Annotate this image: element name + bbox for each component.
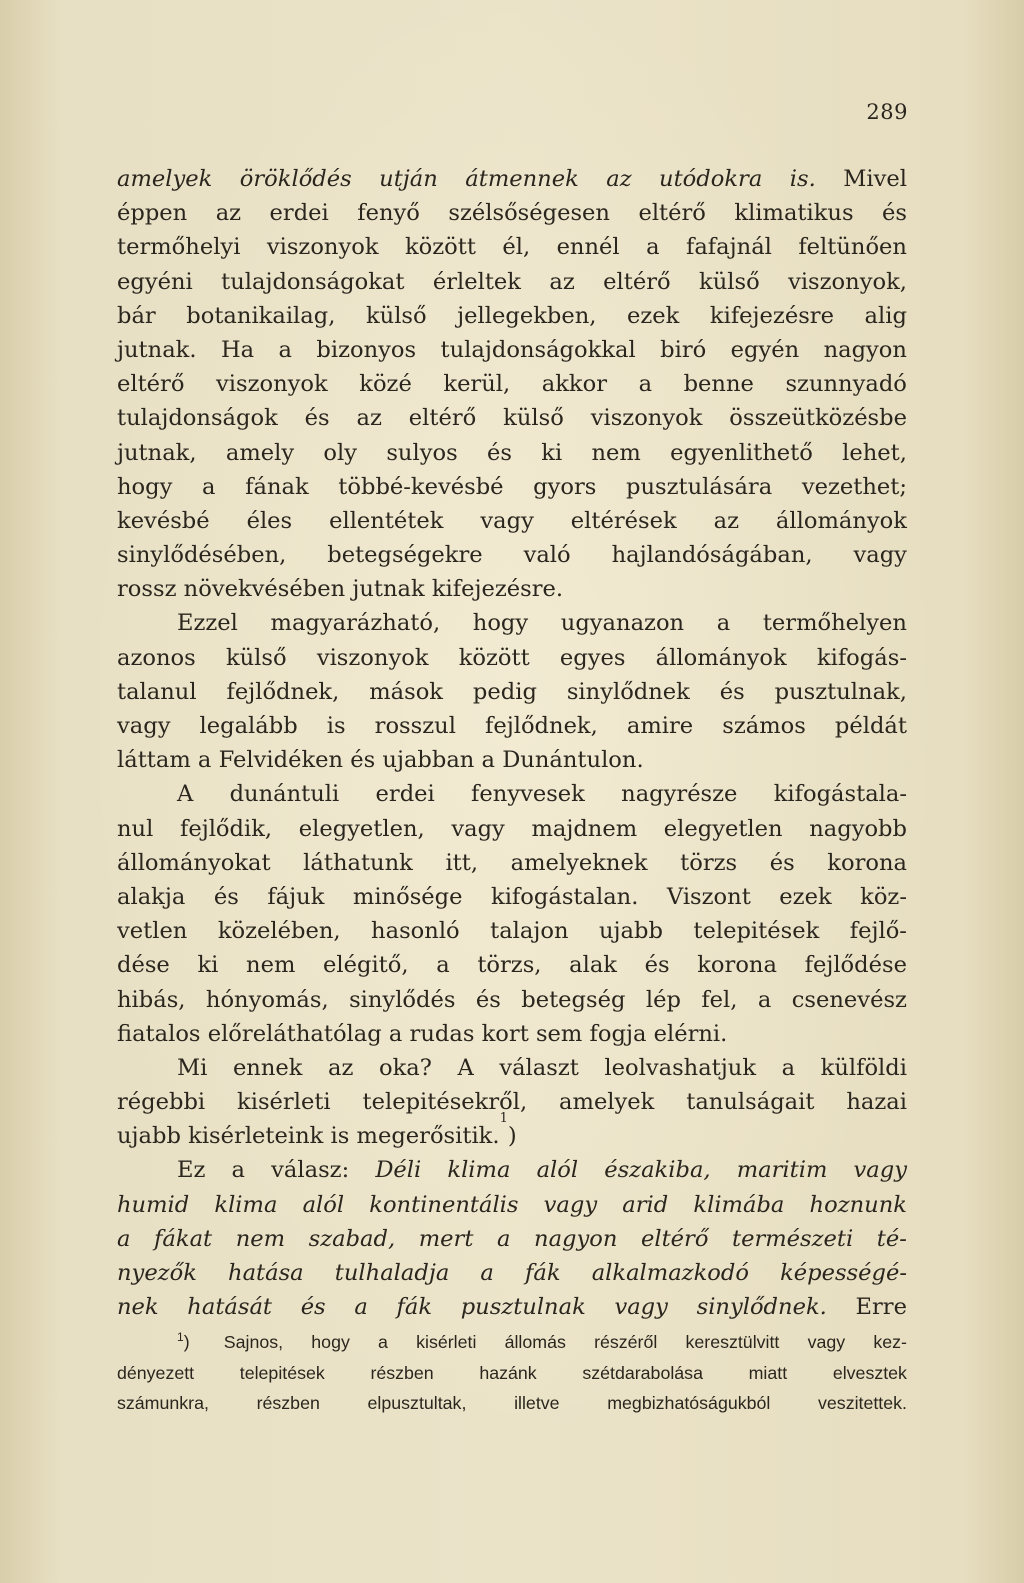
word: kisérleti (237, 1089, 331, 1116)
word: vagy (480, 507, 534, 534)
word: és (213, 883, 239, 910)
word: Ez (177, 1157, 206, 1184)
word: tulajdonságok (117, 405, 278, 432)
word: Ezzel (177, 610, 238, 637)
word: fejlő- (849, 918, 907, 945)
word: azonos (117, 644, 196, 671)
text-line (117, 572, 907, 606)
word: A (177, 781, 194, 808)
word: viszonyok (216, 371, 328, 398)
word: az (713, 507, 739, 534)
word: egyenlithető (670, 439, 813, 466)
word: keresztülvitt (685, 1332, 780, 1352)
word: eltérő (117, 371, 185, 398)
footnote-line (117, 1327, 907, 1358)
word: kifogástala- (773, 781, 907, 808)
word: elégitő, (323, 952, 409, 979)
word: klima (214, 1191, 278, 1218)
word: viszonyok (590, 405, 703, 432)
word: és (486, 439, 512, 466)
word: pusztulására (626, 473, 773, 500)
word: amely (225, 439, 295, 466)
text-line (117, 538, 907, 572)
word: tulajdonságokkal (440, 336, 636, 363)
word: elvesztek (832, 1362, 907, 1383)
word: nyezők (117, 1260, 197, 1286)
word: és (882, 200, 907, 227)
text-line (117, 1222, 907, 1256)
word: is. (789, 166, 816, 192)
word: szélsőségesen (448, 200, 610, 227)
word: A (457, 1054, 474, 1081)
word: között (458, 644, 530, 671)
word: fejlődik, (179, 815, 273, 842)
word: gyors (533, 473, 597, 500)
word: vagy (614, 1294, 668, 1321)
word: részéről (594, 1332, 658, 1352)
word: éppen (117, 200, 188, 227)
word: betegségekre (327, 542, 483, 569)
word: eltérő (408, 405, 477, 432)
word: a (202, 473, 216, 500)
word: eltérő (638, 200, 706, 227)
word: többé-kevésbé (338, 473, 504, 500)
word: az (356, 405, 382, 432)
word: állomás (504, 1332, 566, 1352)
word: egyéni (117, 268, 193, 295)
word: veszitettek. (818, 1393, 907, 1413)
word: a (638, 371, 653, 398)
word: erdei (375, 781, 435, 808)
word: jutnak, (117, 439, 197, 466)
text-span: ) (507, 1123, 517, 1150)
word: klima (447, 1157, 511, 1184)
word: bár (117, 302, 156, 329)
word: fák (525, 1260, 561, 1286)
word: oly (323, 439, 358, 466)
word: betegség (521, 986, 626, 1013)
word: telepitésekről, (362, 1089, 528, 1116)
word: ki (197, 952, 219, 979)
word: hogy (117, 473, 173, 500)
word: nul (117, 815, 154, 842)
word: külső (699, 268, 760, 295)
text-line (117, 1256, 907, 1290)
word: rosszul (374, 713, 456, 739)
word: és (644, 952, 670, 979)
word: vezethet; (801, 473, 907, 500)
word: leolvashatjuk (604, 1054, 757, 1081)
word: hazai (846, 1089, 907, 1116)
word: kisérleti (416, 1332, 477, 1352)
footnote-marker: $^1$) (177, 1330, 190, 1352)
word: választ (499, 1054, 579, 1081)
word: ennek (232, 1054, 303, 1081)
word: ugyanazon (560, 610, 685, 637)
word: vagy (543, 1191, 598, 1218)
word: a (781, 1054, 796, 1081)
text-line (117, 675, 907, 709)
word: erdei (269, 200, 329, 227)
word: külföldi (820, 1054, 907, 1081)
word: fejlődnek, (484, 713, 598, 739)
word: fák (396, 1294, 433, 1321)
word: kifogás- (816, 644, 907, 671)
word: a (354, 1294, 368, 1321)
word: hajlandóságában, (611, 542, 813, 569)
word: sulyos (386, 439, 458, 466)
word: dényezett (117, 1362, 195, 1383)
word: botanikailag, (186, 302, 336, 329)
word: kifejezésre (709, 302, 834, 329)
word: eltérő (640, 1225, 709, 1252)
word: maritim (736, 1157, 828, 1184)
word: ezek (779, 883, 832, 910)
word: a (278, 336, 293, 363)
word: és (475, 986, 501, 1013)
text-line (117, 1290, 907, 1324)
word: fejlődnek, (226, 678, 340, 705)
word: és (300, 1294, 326, 1321)
word: tulajdonságokat (221, 268, 405, 295)
word: Ha (220, 336, 255, 363)
text-line (117, 1085, 907, 1119)
word: fejlődése (804, 952, 907, 979)
word: a (117, 1225, 131, 1252)
word: nem (246, 952, 296, 979)
word: számos (722, 713, 806, 739)
word: dunántuli (229, 781, 340, 808)
word: tanulságait (686, 1089, 815, 1116)
word: kontinentális (369, 1191, 519, 1218)
page-number: 289 (866, 100, 908, 124)
word: eltérő (603, 268, 671, 295)
word: részben (370, 1362, 434, 1383)
word: miatt (748, 1362, 788, 1383)
word: ki (541, 439, 563, 466)
word: átmennek (465, 166, 579, 192)
text-line (117, 299, 907, 333)
word: nagyon (534, 1225, 618, 1252)
word: lép (645, 986, 681, 1013)
word: sinylődnek (566, 678, 690, 705)
word: között (404, 234, 476, 261)
word: szunnyadó (785, 371, 907, 398)
word: alakja (117, 883, 186, 910)
word: csenevész (791, 986, 907, 1013)
word: termőhelyi (117, 234, 241, 261)
word: Viszont (666, 883, 751, 910)
word: megbizhatóságukból (607, 1393, 771, 1413)
text-line (117, 401, 907, 435)
word: magyarázható, (270, 610, 441, 637)
word: jellegekben, (457, 302, 597, 329)
word: számunkra, (117, 1393, 209, 1413)
word: a (496, 1225, 511, 1252)
word: feltünően (798, 234, 907, 261)
footnote-line (117, 1388, 907, 1419)
text-line (117, 880, 907, 914)
text-span: láttam a Felvidéken és ujabban a Dunántulon. (117, 747, 644, 774)
word: elegyetlen (663, 815, 783, 842)
word: nek (117, 1294, 159, 1321)
word: vagy (853, 542, 907, 569)
word: Déli (375, 1157, 422, 1184)
word: sinylődés (349, 986, 456, 1013)
word: fájuk (267, 883, 325, 910)
word: viszonyok (266, 234, 379, 261)
word: szétdarabolása (582, 1362, 703, 1383)
word: a (480, 1260, 494, 1286)
word: bizonyos (316, 336, 417, 363)
word: amelyek (117, 166, 213, 192)
text-line (117, 1153, 907, 1187)
text-line (117, 641, 907, 675)
word: az (328, 1054, 354, 1081)
word: lehet, (842, 439, 907, 466)
word: tulhaladja (334, 1260, 450, 1286)
word: viszonyok, (788, 268, 907, 295)
word: példát (834, 713, 907, 739)
word: kerül, (443, 371, 511, 398)
word: kifogástalan. (491, 883, 639, 910)
word: korona (697, 952, 777, 979)
word: az (549, 268, 575, 295)
footnote (117, 1327, 907, 1419)
text-span: fiatalos előreláthatólag a rudas kort sem fogja elérni. (117, 1020, 728, 1047)
text-line (117, 948, 907, 982)
word: viszonyok (316, 644, 429, 671)
word: pusztulnak (460, 1294, 586, 1321)
word: hoznunk (809, 1191, 907, 1218)
word: képességé- (780, 1260, 907, 1286)
text-line (117, 504, 907, 538)
word: állományokat (117, 849, 271, 876)
word: té- (876, 1225, 907, 1252)
word: szabad, (308, 1225, 396, 1252)
word: érleltek (432, 268, 521, 295)
word: biró (660, 336, 707, 363)
text-line (117, 265, 907, 299)
text-line (117, 743, 907, 777)
word: és (719, 678, 745, 705)
word: arid (622, 1191, 669, 1218)
word: éles (246, 507, 293, 534)
word: válasz: (271, 1157, 350, 1184)
word: él, (502, 234, 531, 261)
word: közé (359, 371, 412, 398)
word: pusztulnak, (774, 678, 907, 705)
word: mások (369, 678, 444, 705)
word: fákat (154, 1225, 213, 1252)
word: külső (225, 644, 287, 671)
word: hibás, (117, 986, 186, 1013)
word: kez- (873, 1332, 907, 1352)
word: humid (117, 1191, 190, 1218)
word: hogy (311, 1332, 350, 1352)
word: vagy (853, 1157, 907, 1184)
word: természeti (732, 1225, 854, 1252)
word: Mivel (843, 166, 907, 192)
word: hasonló (371, 918, 460, 945)
text-line (117, 1051, 907, 1085)
word: a (716, 610, 731, 637)
word: fának (245, 473, 309, 500)
word: egyes (559, 644, 626, 671)
word: nagyon (823, 336, 907, 363)
word: itt, (445, 849, 479, 876)
word: a (436, 952, 450, 979)
word: fel, (701, 986, 738, 1013)
word: ujabb (599, 918, 663, 945)
word: fenyő (357, 200, 420, 227)
word: termőhelyen (762, 610, 907, 637)
word: alak (569, 952, 617, 979)
word: eltérések (570, 507, 677, 534)
word: elegyetlen, (298, 815, 425, 842)
text-span: rossz növekvésében jutnak kifejezésre. (117, 576, 564, 603)
word: talanul (117, 678, 197, 705)
text-line (117, 196, 907, 230)
word: a (646, 234, 660, 261)
word: Mi (177, 1054, 208, 1081)
word: majdnem (531, 815, 638, 842)
footnote-line (117, 1358, 907, 1389)
word: hazánk (479, 1362, 537, 1383)
word: amelyeknek (510, 849, 648, 876)
word: legalább (199, 713, 298, 739)
word: összeütközésbe (729, 405, 907, 432)
word: benne (683, 371, 754, 398)
word: telepitések (239, 1362, 325, 1383)
word: talajon (490, 918, 569, 945)
text-line (117, 162, 907, 196)
word: vagy (451, 815, 505, 842)
text-line (117, 983, 907, 1017)
word: telepitések (693, 918, 820, 945)
text-line (117, 1017, 907, 1051)
word: köz- (860, 883, 907, 910)
word: illetve (514, 1393, 560, 1413)
word: állományok (775, 507, 907, 534)
text-line (117, 606, 907, 640)
word: jutnak. (117, 336, 197, 363)
word: fenyvesek (471, 781, 585, 808)
word: és (769, 849, 795, 876)
text-line (117, 846, 907, 880)
word: Sajnos, (223, 1332, 284, 1352)
word: is (326, 713, 346, 739)
word: az (606, 166, 632, 192)
word: vagy (117, 713, 171, 739)
word: sinylődnek. (696, 1294, 827, 1321)
text-line (117, 367, 907, 401)
word: dése (117, 952, 170, 979)
word: ennél (556, 234, 620, 261)
word: oka? (378, 1054, 432, 1081)
word: közelében, (217, 918, 341, 945)
text-line (117, 1188, 907, 1222)
word: kevésbé (117, 507, 210, 534)
word: amire (626, 713, 694, 739)
word: hogy (472, 610, 529, 637)
main-text (117, 162, 907, 1324)
word: nem (235, 1225, 286, 1252)
word: az (215, 200, 242, 227)
word: fafajnál (685, 234, 772, 261)
word: nagyrésze (621, 781, 738, 808)
word: egyén (730, 336, 800, 363)
word: utján (379, 166, 438, 192)
word: vetlen (117, 918, 188, 945)
word: amelyek (559, 1089, 655, 1116)
word: hatása (228, 1260, 304, 1286)
text-line (117, 436, 907, 470)
footnote-ref: 1 (499, 1111, 508, 1127)
word: öröklődés (239, 166, 352, 192)
text-line (117, 230, 907, 264)
word: hónyomás, (205, 986, 329, 1013)
word: a (231, 1157, 246, 1184)
word: való (523, 542, 571, 569)
word: északiba, (604, 1157, 711, 1184)
text-line (117, 914, 907, 948)
word: utódokra (659, 166, 763, 192)
word: ellentétek (329, 507, 444, 534)
text-line (117, 333, 907, 367)
word: nagyobb (809, 815, 907, 842)
word: minősége (352, 883, 463, 910)
word: sinylődésében, (117, 542, 287, 569)
word: alkalmazkodó (591, 1260, 749, 1286)
word: alól (302, 1191, 345, 1218)
text-span: ujabb kisérleteink is megerősitik. (117, 1123, 500, 1150)
word: alól (536, 1157, 579, 1184)
word: és (304, 405, 330, 432)
text-line (117, 812, 907, 846)
word: nem (591, 439, 641, 466)
word: hatását (187, 1294, 273, 1321)
text-line (117, 777, 907, 811)
text-line (117, 709, 907, 743)
word: mert (418, 1225, 474, 1252)
word: törzs (680, 849, 738, 876)
word: vagy (807, 1332, 846, 1352)
word: elpusztultak, (367, 1393, 467, 1413)
word: láthatunk (303, 849, 413, 876)
word: ezek (627, 302, 680, 329)
word: régebbi (117, 1089, 206, 1116)
text-line (117, 470, 907, 504)
word: külső (365, 302, 427, 329)
word: külső (503, 405, 564, 432)
word: akkor (541, 371, 608, 398)
word: a (378, 1332, 388, 1352)
word: klimatikus (734, 200, 854, 227)
text-line (117, 1111, 907, 1153)
word: pedig (472, 678, 537, 705)
word: korona (827, 849, 907, 876)
word: a (757, 986, 772, 1013)
word: Erre (855, 1294, 907, 1321)
word: részben (256, 1393, 320, 1413)
word: állományok (655, 644, 787, 671)
word: klimába (693, 1191, 785, 1218)
word: törzs, (477, 952, 542, 979)
word: alig (864, 302, 907, 329)
